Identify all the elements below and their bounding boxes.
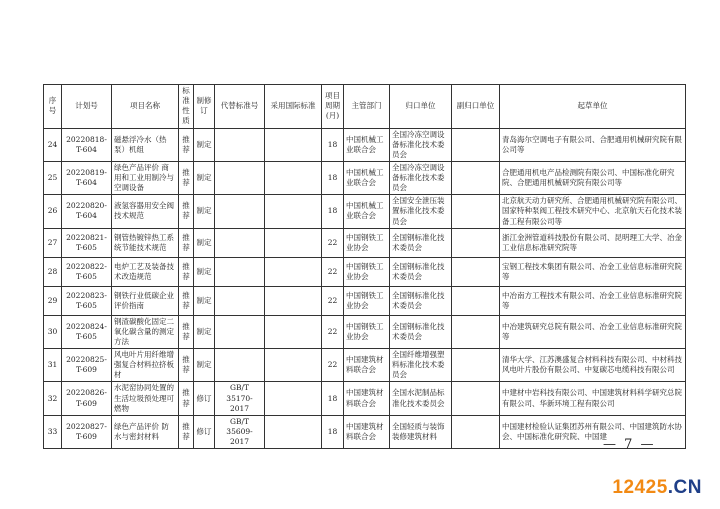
- table-cell: 中国机械工业联合会: [344, 195, 390, 228]
- table-cell: 中国建筑材料联合会: [344, 349, 390, 382]
- table-cell: 20220826-T-609: [62, 382, 112, 415]
- table-cell: 推荐: [179, 315, 194, 348]
- table-cell: 22: [322, 349, 344, 382]
- table-cell: [452, 382, 500, 415]
- site-watermark-logo: [612, 477, 702, 499]
- table-cell: 推荐: [179, 161, 194, 194]
- table-cell: 全国纤维增强塑料标准化技术委员会: [390, 349, 452, 382]
- table-cell: 中冶建筑研究总院有限公司、冶金工业信息标准研究院等: [500, 315, 686, 348]
- table-cell: 20220822-T-605: [62, 257, 112, 286]
- table-cell: [265, 257, 322, 286]
- table-cell: 制定: [194, 257, 215, 286]
- table-cell: 中国钢铁工业协会: [344, 315, 390, 348]
- column-header: 采用国际标准: [265, 85, 322, 129]
- table-cell: [265, 128, 322, 161]
- table-cell: 30: [44, 315, 62, 348]
- table-cell: 27: [44, 228, 62, 257]
- table-cell: 中国机械工业联合会: [344, 161, 390, 194]
- table-cell: 制定: [194, 315, 215, 348]
- table-cell: 25: [44, 161, 62, 194]
- table-cell: 26: [44, 195, 62, 228]
- table-cell: 18: [322, 128, 344, 161]
- table-cell: 全国冷冻空调设备标准化技术委员会: [390, 161, 452, 194]
- table-cell: 中国建筑材料联合会: [344, 415, 390, 448]
- table-cell: 20220824-T-605: [62, 315, 112, 348]
- table-cell: 钢管热镀锌热工系统节能技术规范: [112, 228, 179, 257]
- table-cell: 合肥通用机电产品检测院有限公司、中国标准化研究院、合肥通用机械研究院有限公司等: [500, 161, 686, 194]
- table-cell: 推荐: [179, 228, 194, 257]
- table-cell: [215, 128, 265, 161]
- table-cell: 中建材中岩科技有限公司、中国建筑材料科学研究总院有限公司、华新环境工程有限公司: [500, 382, 686, 415]
- column-header: 起草单位: [500, 85, 686, 129]
- table-cell: 24: [44, 128, 62, 161]
- table-row: [44, 415, 686, 448]
- column-header: 归口单位: [390, 85, 452, 129]
- table-cell: 制定: [194, 161, 215, 194]
- table-cell: [452, 349, 500, 382]
- table-cell: [215, 286, 265, 315]
- table-cell: 28: [44, 257, 62, 286]
- table-cell: 修订: [194, 415, 215, 448]
- table-cell: 制定: [194, 128, 215, 161]
- table-row: [44, 315, 686, 348]
- table-cell: 绿色产品评价 防水与密封材料: [112, 415, 179, 448]
- table-cell: 推荐: [179, 382, 194, 415]
- table-row: [44, 257, 686, 286]
- table-header-row: [44, 85, 686, 129]
- table-cell: GB/T 35609-2017: [215, 415, 265, 448]
- table-cell: [265, 161, 322, 194]
- table-cell: [265, 195, 322, 228]
- table-row: [44, 128, 686, 161]
- table-cell: GB/T 35170-2017: [215, 382, 265, 415]
- table-cell: [452, 315, 500, 348]
- table-cell: 推荐: [179, 128, 194, 161]
- table-row: [44, 161, 686, 194]
- column-header: 标准性质: [179, 85, 194, 129]
- watermark-domain: .CN: [667, 477, 702, 498]
- table-cell: 22: [322, 315, 344, 348]
- table-cell: [265, 315, 322, 348]
- table-cell: [215, 349, 265, 382]
- table-cell: 20220825-T-609: [62, 349, 112, 382]
- column-header: 副归口单位: [452, 85, 500, 129]
- standards-plan-table: [43, 84, 686, 449]
- table-cell: 液氢容器用安全阀技术规范: [112, 195, 179, 228]
- table-cell: 修订: [194, 382, 215, 415]
- table-cell: 清华大学、江苏澳盛复合材料科技有限公司、中材科技风电叶片股份有限公司、中复碳芯电缆科技有限公司: [500, 349, 686, 382]
- column-header: 制修订: [194, 85, 215, 129]
- table-cell: 钢渣碳酸化固定二氧化碳含量的测定方法: [112, 315, 179, 348]
- table-cell: 钢铁行业低碳企业评价指南: [112, 286, 179, 315]
- table-cell: 18: [322, 161, 344, 194]
- table-cell: 制定: [194, 195, 215, 228]
- table-cell: 20220818-T-604: [62, 128, 112, 161]
- table-cell: 20220823-T-605: [62, 286, 112, 315]
- table-cell: 推荐: [179, 257, 194, 286]
- table-cell: 18: [322, 415, 344, 448]
- page-number: — 7 —: [603, 437, 656, 452]
- table-cell: 浙江金洲管道科技股份有限公司、昆明理工大学、冶金工业信息标准研究院等: [500, 228, 686, 257]
- table-row: [44, 228, 686, 257]
- table-cell: [265, 286, 322, 315]
- table-cell: 电炉工艺及装备技术改造规范: [112, 257, 179, 286]
- column-header: 项目周期(月): [322, 85, 344, 129]
- table-cell: 中国钢铁工业协会: [344, 228, 390, 257]
- table-cell: 18: [322, 382, 344, 415]
- table-cell: 水泥窑协同处置的生活垃圾预处理可燃物: [112, 382, 179, 415]
- table-cell: [452, 286, 500, 315]
- table-cell: 全国钢标准化技术委员会: [390, 315, 452, 348]
- table-cell: 中国钢铁工业协会: [344, 257, 390, 286]
- table-cell: 20220821-T-605: [62, 228, 112, 257]
- table-cell: [452, 415, 500, 448]
- table-cell: 20220819-T-604: [62, 161, 112, 194]
- table-cell: 20220827-T-609: [62, 415, 112, 448]
- table-cell: [265, 382, 322, 415]
- table-cell: 风电叶片用纤维增强复合材料拉挤板材: [112, 349, 179, 382]
- column-header: 主管部门: [344, 85, 390, 129]
- table-cell: 中国钢铁工业协会: [344, 286, 390, 315]
- table-row: [44, 286, 686, 315]
- table-row: [44, 349, 686, 382]
- column-header: 代替标准号: [215, 85, 265, 129]
- table-cell: [265, 415, 322, 448]
- table-cell: [265, 228, 322, 257]
- table-cell: 北京航天动力研究所、合肥通用机械研究院有限公司、国家特种泵阀工程技术研究中心、北京航天石化技术装备工程有限公司等: [500, 195, 686, 228]
- table-cell: 33: [44, 415, 62, 448]
- table-cell: 中冶南方工程技术有限公司、冶金工业信息标准研究院等: [500, 286, 686, 315]
- table-cell: 全国钢标准化技术委员会: [390, 228, 452, 257]
- table-cell: 20220820-T-604: [62, 195, 112, 228]
- table-cell: 18: [322, 195, 344, 228]
- table-cell: [215, 195, 265, 228]
- table-row: [44, 195, 686, 228]
- table-cell: [215, 257, 265, 286]
- table-cell: 制定: [194, 286, 215, 315]
- table-cell: 制定: [194, 349, 215, 382]
- table-cell: 宝钢工程技术集团有限公司、冶金工业信息标准研究院等: [500, 257, 686, 286]
- table-cell: 绿色产品评价 商用和工业用制冷与空调设备: [112, 161, 179, 194]
- watermark-digits: 12425: [612, 477, 668, 498]
- table-cell: [215, 228, 265, 257]
- table-body: [44, 128, 686, 449]
- table-cell: [265, 349, 322, 382]
- table-cell: 推荐: [179, 415, 194, 448]
- table-cell: [452, 195, 500, 228]
- table-cell: 22: [322, 286, 344, 315]
- table-cell: 制定: [194, 228, 215, 257]
- table-cell: 推荐: [179, 286, 194, 315]
- table-cell: [215, 161, 265, 194]
- table-cell: 中国建筑材料联合会: [344, 382, 390, 415]
- table-cell: 全国水泥制品标准化技术委员会: [390, 382, 452, 415]
- table-cell: 全国安全泄压装置标准化技术委员会: [390, 195, 452, 228]
- table-cell: 中国建材检验认证集团苏州有限公司、中国建筑防水协会、中国标准化研究院、中国建: [500, 415, 686, 448]
- table-cell: [452, 161, 500, 194]
- table-cell: 31: [44, 349, 62, 382]
- table-cell: [452, 128, 500, 161]
- column-header: 计划号: [62, 85, 112, 129]
- table-cell: 推荐: [179, 349, 194, 382]
- table-cell: [215, 315, 265, 348]
- table-cell: 32: [44, 382, 62, 415]
- table-cell: [452, 257, 500, 286]
- table-cell: 青岛海尔空调电子有限公司、合肥通用机械研究院有限公司等: [500, 128, 686, 161]
- column-header: 序号: [44, 85, 62, 129]
- table-row: [44, 382, 686, 415]
- table-cell: 全国轻质与装饰装修建筑材料: [390, 415, 452, 448]
- table-cell: 全国钢标准化技术委员会: [390, 257, 452, 286]
- table-cell: [452, 228, 500, 257]
- table-cell: 22: [322, 257, 344, 286]
- table-cell: 中国机械工业联合会: [344, 128, 390, 161]
- table-cell: 磁悬浮冷水（热泵）机组: [112, 128, 179, 161]
- table-cell: 29: [44, 286, 62, 315]
- table-cell: 22: [322, 228, 344, 257]
- column-header: 项目名称: [112, 85, 179, 129]
- table-cell: 全国冷冻空调设备标准化技术委员会: [390, 128, 452, 161]
- table-cell: 全国钢标准化技术委员会: [390, 286, 452, 315]
- table-cell: 推荐: [179, 195, 194, 228]
